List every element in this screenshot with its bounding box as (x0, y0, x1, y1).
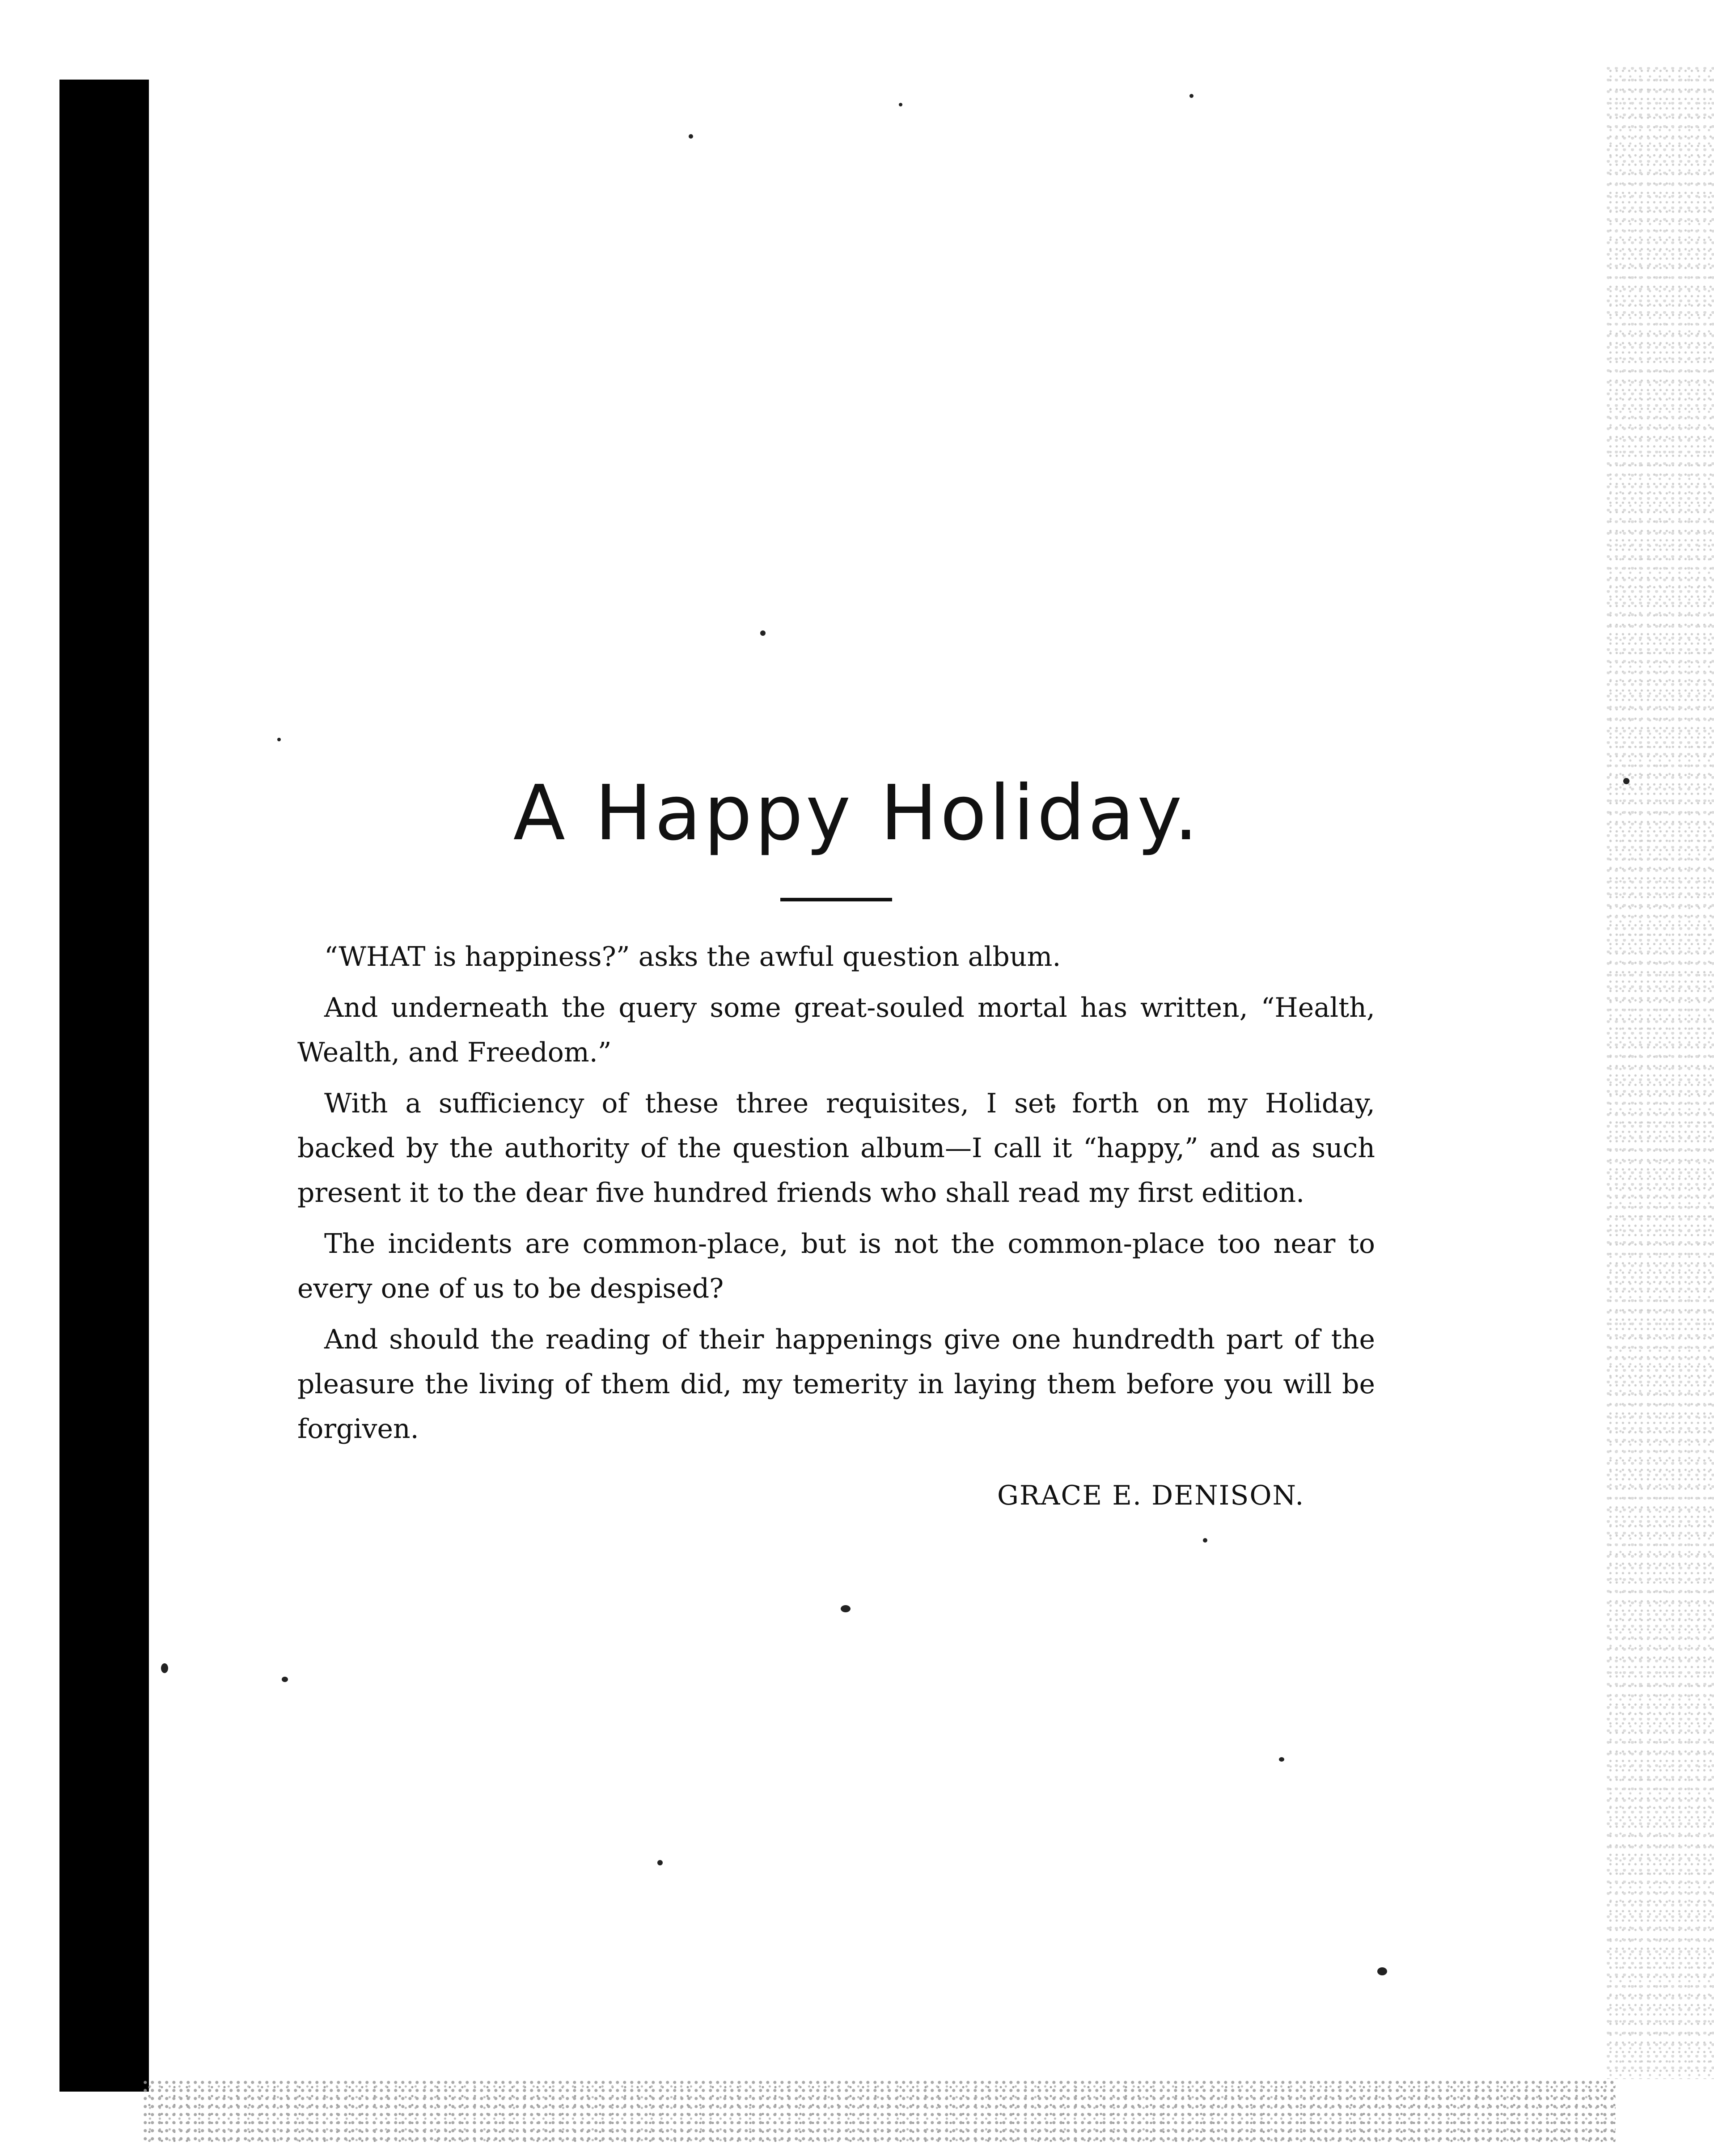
paragraph: And should the reading of their happenings give one hundredth part of the pleasure the living of them did, my temerity in laying them before you will be forgiven. (297, 1324, 1375, 1445)
ink-speck (277, 738, 281, 741)
ink-speck (841, 1605, 851, 1612)
paragraph: “WHAT is happiness?” asks the awful question album. (324, 941, 1061, 972)
page-edge-right (1607, 67, 1714, 2079)
paragraph: With a sufficiency of these three requisites, I set forth on my Holiday, backed by the authority of the question album—I call it “happy,” and as such present it to the dear five hundred friends who shall read my first edition. (297, 1088, 1375, 1209)
ink-speck (899, 103, 902, 106)
ink-speck (657, 1860, 663, 1865)
ink-speck (1189, 94, 1193, 98)
ink-speck (760, 630, 766, 636)
binding-shadow (59, 80, 149, 2092)
ink-speck (1377, 1967, 1387, 1975)
paragraph: The incidents are common-place, but is not the common-place too near to every one of us to be despised? (297, 1228, 1375, 1304)
body-text (297, 934, 1375, 1458)
author-signature: GRACE E. DENISON. (997, 1480, 1305, 1511)
page-title: A Happy Holiday. (513, 769, 1201, 858)
title-rule (780, 898, 892, 901)
ink-speck (1203, 1538, 1207, 1543)
paragraph: And underneath the query some great-souled mortal has written, “Health, Wealth, and Freedom.” (297, 992, 1375, 1068)
ink-speck (1279, 1757, 1284, 1762)
ink-speck (161, 1663, 168, 1673)
ink-speck (282, 1677, 288, 1682)
ink-speck (689, 134, 693, 139)
page-edge-bottom (143, 2080, 1616, 2143)
